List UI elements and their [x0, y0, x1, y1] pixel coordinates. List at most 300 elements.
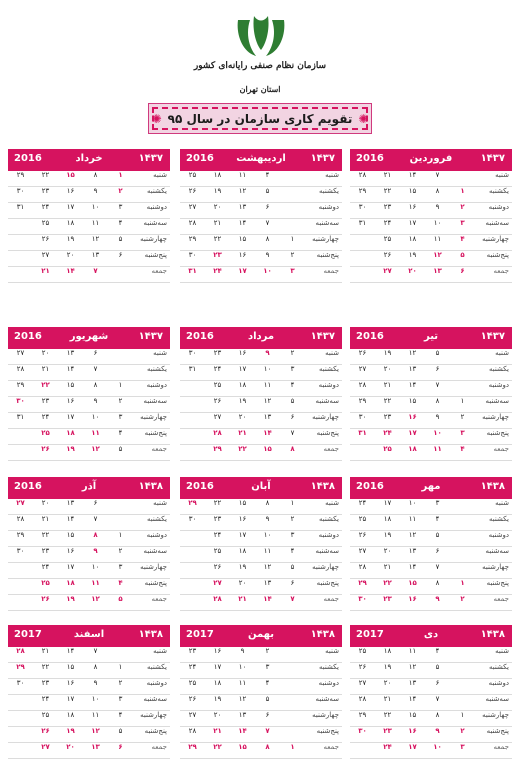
- day-cell: [8, 563, 33, 578]
- month-header: [350, 477, 512, 499]
- day-cell: ۲۵: [41, 219, 50, 227]
- week-row: [350, 563, 512, 579]
- weekday-label: یکشنبه: [146, 663, 167, 671]
- month-header: [8, 477, 170, 499]
- day-cell: [8, 711, 33, 726]
- day-cell: ۵: [435, 531, 440, 539]
- day-cell: ۱۹: [66, 235, 75, 243]
- day-cell: ۲۳: [213, 251, 222, 259]
- weekday-label: سه‌شنبه: [485, 547, 509, 555]
- day-cell: ۲۴: [213, 267, 222, 275]
- day-cell: ۲۲: [41, 663, 50, 671]
- day-cell: ۳: [290, 365, 295, 373]
- week-row: [180, 579, 342, 595]
- hijri-year: ۱۴۳۸: [310, 481, 335, 492]
- weekday-label: پنج‌شنبه: [144, 251, 167, 259]
- week-row: [180, 445, 342, 461]
- day-cell: ۳: [435, 499, 440, 507]
- day-cell: ۲۹: [358, 711, 367, 719]
- day-cell: ۱۹: [408, 251, 417, 259]
- week-row: [350, 547, 512, 563]
- week-row: [350, 579, 512, 595]
- week-row: [8, 235, 170, 251]
- day-cell: ۱۳: [91, 251, 100, 259]
- day-cell: ۵: [435, 349, 440, 357]
- day-cell: ۸: [265, 743, 270, 751]
- day-cell: ۲۱: [383, 381, 392, 389]
- weekday-label: چهارشنبه: [482, 563, 509, 571]
- day-cell: ۱۲: [433, 251, 442, 259]
- day-cell: ۳۰: [358, 595, 367, 603]
- day-cell: [280, 187, 305, 202]
- day-cell: ۲۲: [213, 235, 222, 243]
- day-cell: ۱۶: [213, 647, 222, 655]
- week-row: [8, 595, 170, 611]
- day-cell: ۱۳: [408, 547, 417, 555]
- weekday-label: یکشنبه: [318, 663, 339, 671]
- day-cell: ۲۱: [238, 429, 247, 437]
- day-cell: ۱۴: [408, 563, 417, 571]
- day-cell: ۲۶: [358, 349, 367, 357]
- weekday-label: دوشنبه: [146, 381, 167, 389]
- day-cell: ۲: [290, 349, 295, 357]
- day-cell: ۲۸: [16, 647, 25, 655]
- day-cell: ۶: [290, 413, 295, 421]
- day-cell: [280, 203, 305, 218]
- weekday-label: چهارشنبه: [140, 235, 167, 243]
- day-cell: ۱۶: [238, 349, 247, 357]
- day-cell: [450, 515, 475, 530]
- day-cell: ۹: [265, 349, 270, 357]
- weekday-label: سه‌شنبه: [485, 219, 509, 227]
- day-cell: ۱: [290, 235, 295, 243]
- day-cell: ۵: [265, 187, 270, 195]
- day-cell: ۲۶: [383, 251, 392, 259]
- day-cell: ۱۰: [91, 695, 100, 703]
- day-cell: ۲۷: [16, 349, 25, 357]
- day-cell: [180, 381, 205, 396]
- day-cell: ۲۲: [41, 531, 50, 539]
- day-cell: ۷: [435, 563, 440, 571]
- month-name: شهریور: [69, 331, 109, 342]
- day-cell: [180, 531, 205, 546]
- day-cell: ۶: [435, 547, 440, 555]
- day-cell: ۲۴: [383, 429, 392, 437]
- gear-icon: ✺: [358, 111, 369, 126]
- weekday-label: پنج‌شنبه: [144, 727, 167, 735]
- day-cell: ۱۹: [213, 695, 222, 703]
- month-header: [180, 477, 342, 499]
- day-cell: ۲: [118, 397, 123, 405]
- day-cell: ۶: [435, 679, 440, 687]
- month-header: [8, 327, 170, 349]
- week-row: [8, 203, 170, 219]
- day-cell: ۱۷: [66, 413, 75, 421]
- day-cell: ۹: [265, 251, 270, 259]
- day-cell: ۱۳: [91, 743, 100, 751]
- day-cell: ۲۶: [41, 727, 50, 735]
- day-cell: [180, 445, 205, 460]
- day-cell: ۱۸: [66, 429, 75, 437]
- day-cell: ۱۳: [433, 267, 442, 275]
- day-cell: ۹: [265, 515, 270, 523]
- week-row: [180, 171, 342, 187]
- week-row: [350, 171, 512, 187]
- weekday-label: چهارشنبه: [482, 413, 509, 421]
- day-cell: ۱۸: [238, 547, 247, 555]
- day-cell: [450, 679, 475, 694]
- week-row: [8, 711, 170, 727]
- gregorian-year: 2016: [186, 153, 214, 164]
- month-header: [350, 625, 512, 647]
- day-cell: ۸: [93, 171, 98, 179]
- week-row: [8, 219, 170, 235]
- month-name: خرداد: [75, 153, 103, 164]
- day-cell: ۲۹: [16, 531, 25, 539]
- day-cell: [280, 647, 305, 662]
- day-cell: ۴: [460, 235, 465, 243]
- gregorian-year: 2016: [186, 481, 214, 492]
- week-row: [350, 187, 512, 203]
- day-cell: ۶: [265, 203, 270, 211]
- weekday-label: دوشنبه: [488, 203, 509, 211]
- day-cell: ۱۲: [408, 663, 417, 671]
- day-cell: ۱: [290, 499, 295, 507]
- week-row: [350, 515, 512, 531]
- day-cell: ۱۲: [263, 563, 272, 571]
- day-cell: [108, 515, 133, 530]
- day-cell: ۱۰: [433, 429, 442, 437]
- day-cell: ۱۶: [238, 251, 247, 259]
- day-cell: ۲: [460, 595, 465, 603]
- day-cell: ۳۰: [188, 251, 197, 259]
- day-cell: [280, 663, 305, 678]
- week-row: [350, 397, 512, 413]
- day-cell: [108, 499, 133, 514]
- day-cell: ۱۸: [66, 711, 75, 719]
- weekday-label: چهارشنبه: [312, 563, 339, 571]
- weekday-label: شنبه: [153, 171, 167, 179]
- day-cell: ۱۱: [91, 219, 100, 227]
- day-cell: ۹: [435, 595, 440, 603]
- weekday-label: پنج‌شنبه: [486, 727, 509, 735]
- week-row: [180, 499, 342, 515]
- day-cell: ۹: [435, 203, 440, 211]
- day-cell: ۲۱: [213, 219, 222, 227]
- weekday-label: سه‌شنبه: [315, 547, 339, 555]
- day-cell: [108, 647, 133, 662]
- day-cell: ۴: [460, 445, 465, 453]
- week-row: [180, 663, 342, 679]
- day-cell: ۳: [460, 429, 465, 437]
- month-name: دی: [423, 629, 439, 640]
- day-cell: ۳: [290, 267, 295, 275]
- gear-icon: ✺: [151, 111, 162, 126]
- month-header: [8, 149, 170, 171]
- day-cell: ۱۹: [66, 445, 75, 453]
- week-row: [350, 727, 512, 743]
- day-cell: ۲۲: [41, 171, 50, 179]
- day-cell: ۲: [265, 647, 270, 655]
- day-cell: ۳: [265, 663, 270, 671]
- weekday-label: شنبه: [495, 171, 509, 179]
- week-row: [8, 531, 170, 547]
- day-cell: ۳: [118, 695, 123, 703]
- day-cell: ۱۰: [91, 203, 100, 211]
- week-row: [350, 663, 512, 679]
- day-cell: ۱: [460, 711, 465, 719]
- day-cell: ۱: [460, 579, 465, 587]
- day-cell: ۱۶: [66, 679, 75, 687]
- day-cell: ۱۴: [408, 695, 417, 703]
- day-cell: ۲۹: [358, 397, 367, 405]
- week-row: [180, 695, 342, 711]
- week-row: [8, 171, 170, 187]
- day-cell: ۲۱: [238, 595, 247, 603]
- week-row: [180, 397, 342, 413]
- day-cell: ۱: [118, 531, 123, 539]
- day-cell: ۳: [118, 563, 123, 571]
- day-cell: ۲۰: [41, 349, 50, 357]
- week-row: [350, 595, 512, 611]
- week-row: [350, 647, 512, 663]
- day-cell: ۲۴: [383, 219, 392, 227]
- day-cell: ۲۵: [213, 381, 222, 389]
- day-cell: ۲: [460, 727, 465, 735]
- month-calendar: [8, 477, 170, 611]
- day-cell: ۱۷: [408, 743, 417, 751]
- day-cell: ۷: [265, 727, 270, 735]
- hijri-year: ۱۴۳۷: [310, 331, 335, 342]
- weekday-label: جمعه: [323, 743, 339, 751]
- weekday-label: پنج‌شنبه: [144, 579, 167, 587]
- day-cell: ۱۳: [238, 711, 247, 719]
- day-cell: ۲۹: [16, 663, 25, 671]
- weekday-label: جمعه: [323, 445, 339, 453]
- day-cell: ۲۱: [383, 695, 392, 703]
- weekday-label: جمعه: [323, 595, 339, 603]
- day-cell: [350, 235, 375, 250]
- weekday-label: یکشنبه: [146, 187, 167, 195]
- weekday-label: شنبه: [153, 647, 167, 655]
- day-cell: ۴: [118, 579, 123, 587]
- day-cell: ۱۸: [66, 579, 75, 587]
- day-cell: ۲۷: [188, 711, 197, 719]
- day-cell: ۷: [93, 267, 98, 275]
- banner-title: تقویم کاری سازمان در سال ۹۵: [167, 111, 353, 126]
- day-cell: ۲۹: [358, 579, 367, 587]
- weekday-label: شنبه: [325, 171, 339, 179]
- day-cell: [450, 499, 475, 514]
- day-cell: ۱۰: [238, 663, 247, 671]
- day-cell: ۱۱: [263, 381, 272, 389]
- day-cell: ۱۶: [408, 727, 417, 735]
- month-calendar: [350, 149, 512, 283]
- day-cell: ۱۵: [238, 499, 247, 507]
- gregorian-year: 2016: [14, 331, 42, 342]
- day-cell: ۱۰: [408, 499, 417, 507]
- weekday-label: دوشنبه: [318, 381, 339, 389]
- day-cell: ۱۴: [66, 647, 75, 655]
- day-cell: ۱: [460, 187, 465, 195]
- week-row: [8, 647, 170, 663]
- day-cell: ۲۰: [41, 499, 50, 507]
- weekday-label: شنبه: [325, 499, 339, 507]
- day-cell: ۱۴: [238, 727, 247, 735]
- day-cell: ۱۳: [408, 679, 417, 687]
- day-cell: ۱۵: [66, 531, 75, 539]
- day-cell: ۱۶: [66, 547, 75, 555]
- day-cell: ۲۲: [41, 381, 50, 389]
- day-cell: ۲۰: [383, 547, 392, 555]
- day-cell: ۹: [93, 679, 98, 687]
- weekday-label: یکشنبه: [318, 365, 339, 373]
- day-cell: [8, 695, 33, 710]
- day-cell: ۲۴: [213, 365, 222, 373]
- day-cell: ۲۷: [358, 679, 367, 687]
- day-cell: ۲: [290, 515, 295, 523]
- day-cell: ۲۹: [188, 499, 197, 507]
- day-cell: ۵: [290, 563, 295, 571]
- day-cell: [450, 695, 475, 710]
- weekday-label: جمعه: [151, 445, 167, 453]
- day-cell: ۲۹: [16, 381, 25, 389]
- day-cell: ۱۲: [408, 531, 417, 539]
- month-calendar: [8, 327, 170, 461]
- day-cell: ۲۱: [213, 727, 222, 735]
- day-cell: [350, 445, 375, 460]
- day-cell: ۱۹: [383, 663, 392, 671]
- day-cell: ۲۵: [188, 171, 197, 179]
- day-cell: ۳۰: [16, 679, 25, 687]
- week-row: [350, 531, 512, 547]
- day-cell: ۲۳: [383, 203, 392, 211]
- month-calendar: [350, 327, 512, 461]
- day-cell: ۷: [290, 429, 295, 437]
- weekday-label: جمعه: [493, 267, 509, 275]
- day-cell: ۱۴: [263, 429, 272, 437]
- weekday-label: دوشنبه: [488, 381, 509, 389]
- day-cell: ۲۳: [213, 349, 222, 357]
- hijri-year: ۱۴۳۸: [138, 481, 163, 492]
- day-cell: ۴: [435, 515, 440, 523]
- day-cell: ۵: [118, 445, 123, 453]
- weekday-label: شنبه: [495, 499, 509, 507]
- day-cell: [180, 397, 205, 412]
- day-cell: ۲۷: [16, 499, 25, 507]
- day-cell: ۳۱: [358, 219, 367, 227]
- day-cell: [450, 365, 475, 380]
- day-cell: ۱۵: [238, 235, 247, 243]
- title-banner: [148, 103, 372, 134]
- day-cell: ۱۵: [238, 743, 247, 751]
- day-cell: ۲۱: [41, 267, 50, 275]
- day-cell: ۲۴: [41, 695, 50, 703]
- day-cell: [180, 413, 205, 428]
- week-row: [180, 219, 342, 235]
- day-cell: ۱۱: [408, 647, 417, 655]
- day-cell: ۱۷: [383, 499, 392, 507]
- day-cell: ۲۶: [358, 531, 367, 539]
- day-cell: ۱۱: [263, 547, 272, 555]
- day-cell: ۲۸: [358, 563, 367, 571]
- gregorian-year: 2017: [356, 629, 384, 640]
- day-cell: ۲: [118, 187, 123, 195]
- weekday-label: یکشنبه: [488, 515, 509, 523]
- day-cell: [280, 171, 305, 186]
- weekday-label: چهارشنبه: [312, 711, 339, 719]
- day-cell: ۷: [290, 595, 295, 603]
- day-cell: ۱۵: [408, 579, 417, 587]
- month-header: [350, 327, 512, 349]
- day-cell: ۱۷: [66, 203, 75, 211]
- day-cell: ۱: [460, 397, 465, 405]
- day-cell: ۱۹: [66, 595, 75, 603]
- week-row: [180, 187, 342, 203]
- week-row: [350, 743, 512, 759]
- day-cell: ۱۱: [238, 171, 247, 179]
- day-cell: ۱۸: [383, 647, 392, 655]
- week-row: [8, 413, 170, 429]
- day-cell: ۲۱: [383, 171, 392, 179]
- day-cell: ۲۴: [41, 563, 50, 571]
- day-cell: ۱۲: [408, 349, 417, 357]
- day-cell: ۶: [265, 711, 270, 719]
- day-cell: [280, 711, 305, 726]
- week-row: [350, 219, 512, 235]
- day-cell: [450, 349, 475, 364]
- day-cell: ۷: [265, 219, 270, 227]
- day-cell: ۳۱: [188, 267, 197, 275]
- day-cell: ۸: [435, 187, 440, 195]
- day-cell: ۳۱: [16, 203, 25, 211]
- day-cell: ۲۸: [188, 219, 197, 227]
- week-row: [8, 251, 170, 267]
- day-cell: ۱۵: [66, 381, 75, 389]
- day-cell: ۲۲: [383, 187, 392, 195]
- day-cell: ۱۸: [66, 219, 75, 227]
- weekday-label: جمعه: [493, 445, 509, 453]
- month-name: اردیبهشت: [236, 153, 286, 164]
- month-calendar: [180, 327, 342, 461]
- day-cell: ۲۱: [41, 515, 50, 523]
- day-cell: ۲۸: [358, 381, 367, 389]
- week-row: [8, 515, 170, 531]
- day-cell: ۲۷: [358, 365, 367, 373]
- day-cell: ۲۵: [383, 445, 392, 453]
- day-cell: [108, 349, 133, 364]
- month-header: [350, 149, 512, 171]
- day-cell: [8, 235, 33, 250]
- day-cell: [180, 429, 205, 444]
- day-cell: ۲۹: [358, 187, 367, 195]
- day-cell: ۷: [93, 647, 98, 655]
- week-row: [180, 267, 342, 283]
- month-header: [180, 149, 342, 171]
- day-cell: ۸: [290, 445, 295, 453]
- day-cell: ۱۸: [383, 515, 392, 523]
- weekday-label: جمعه: [151, 743, 167, 751]
- day-cell: ۱۲: [91, 727, 100, 735]
- weekday-label: جمعه: [493, 743, 509, 751]
- week-row: [350, 267, 512, 283]
- day-cell: ۲۵: [188, 679, 197, 687]
- weekday-label: سه‌شنبه: [143, 397, 167, 405]
- day-cell: ۱۷: [238, 267, 247, 275]
- day-cell: ۱۵: [66, 663, 75, 671]
- week-row: [8, 499, 170, 515]
- day-cell: [450, 381, 475, 396]
